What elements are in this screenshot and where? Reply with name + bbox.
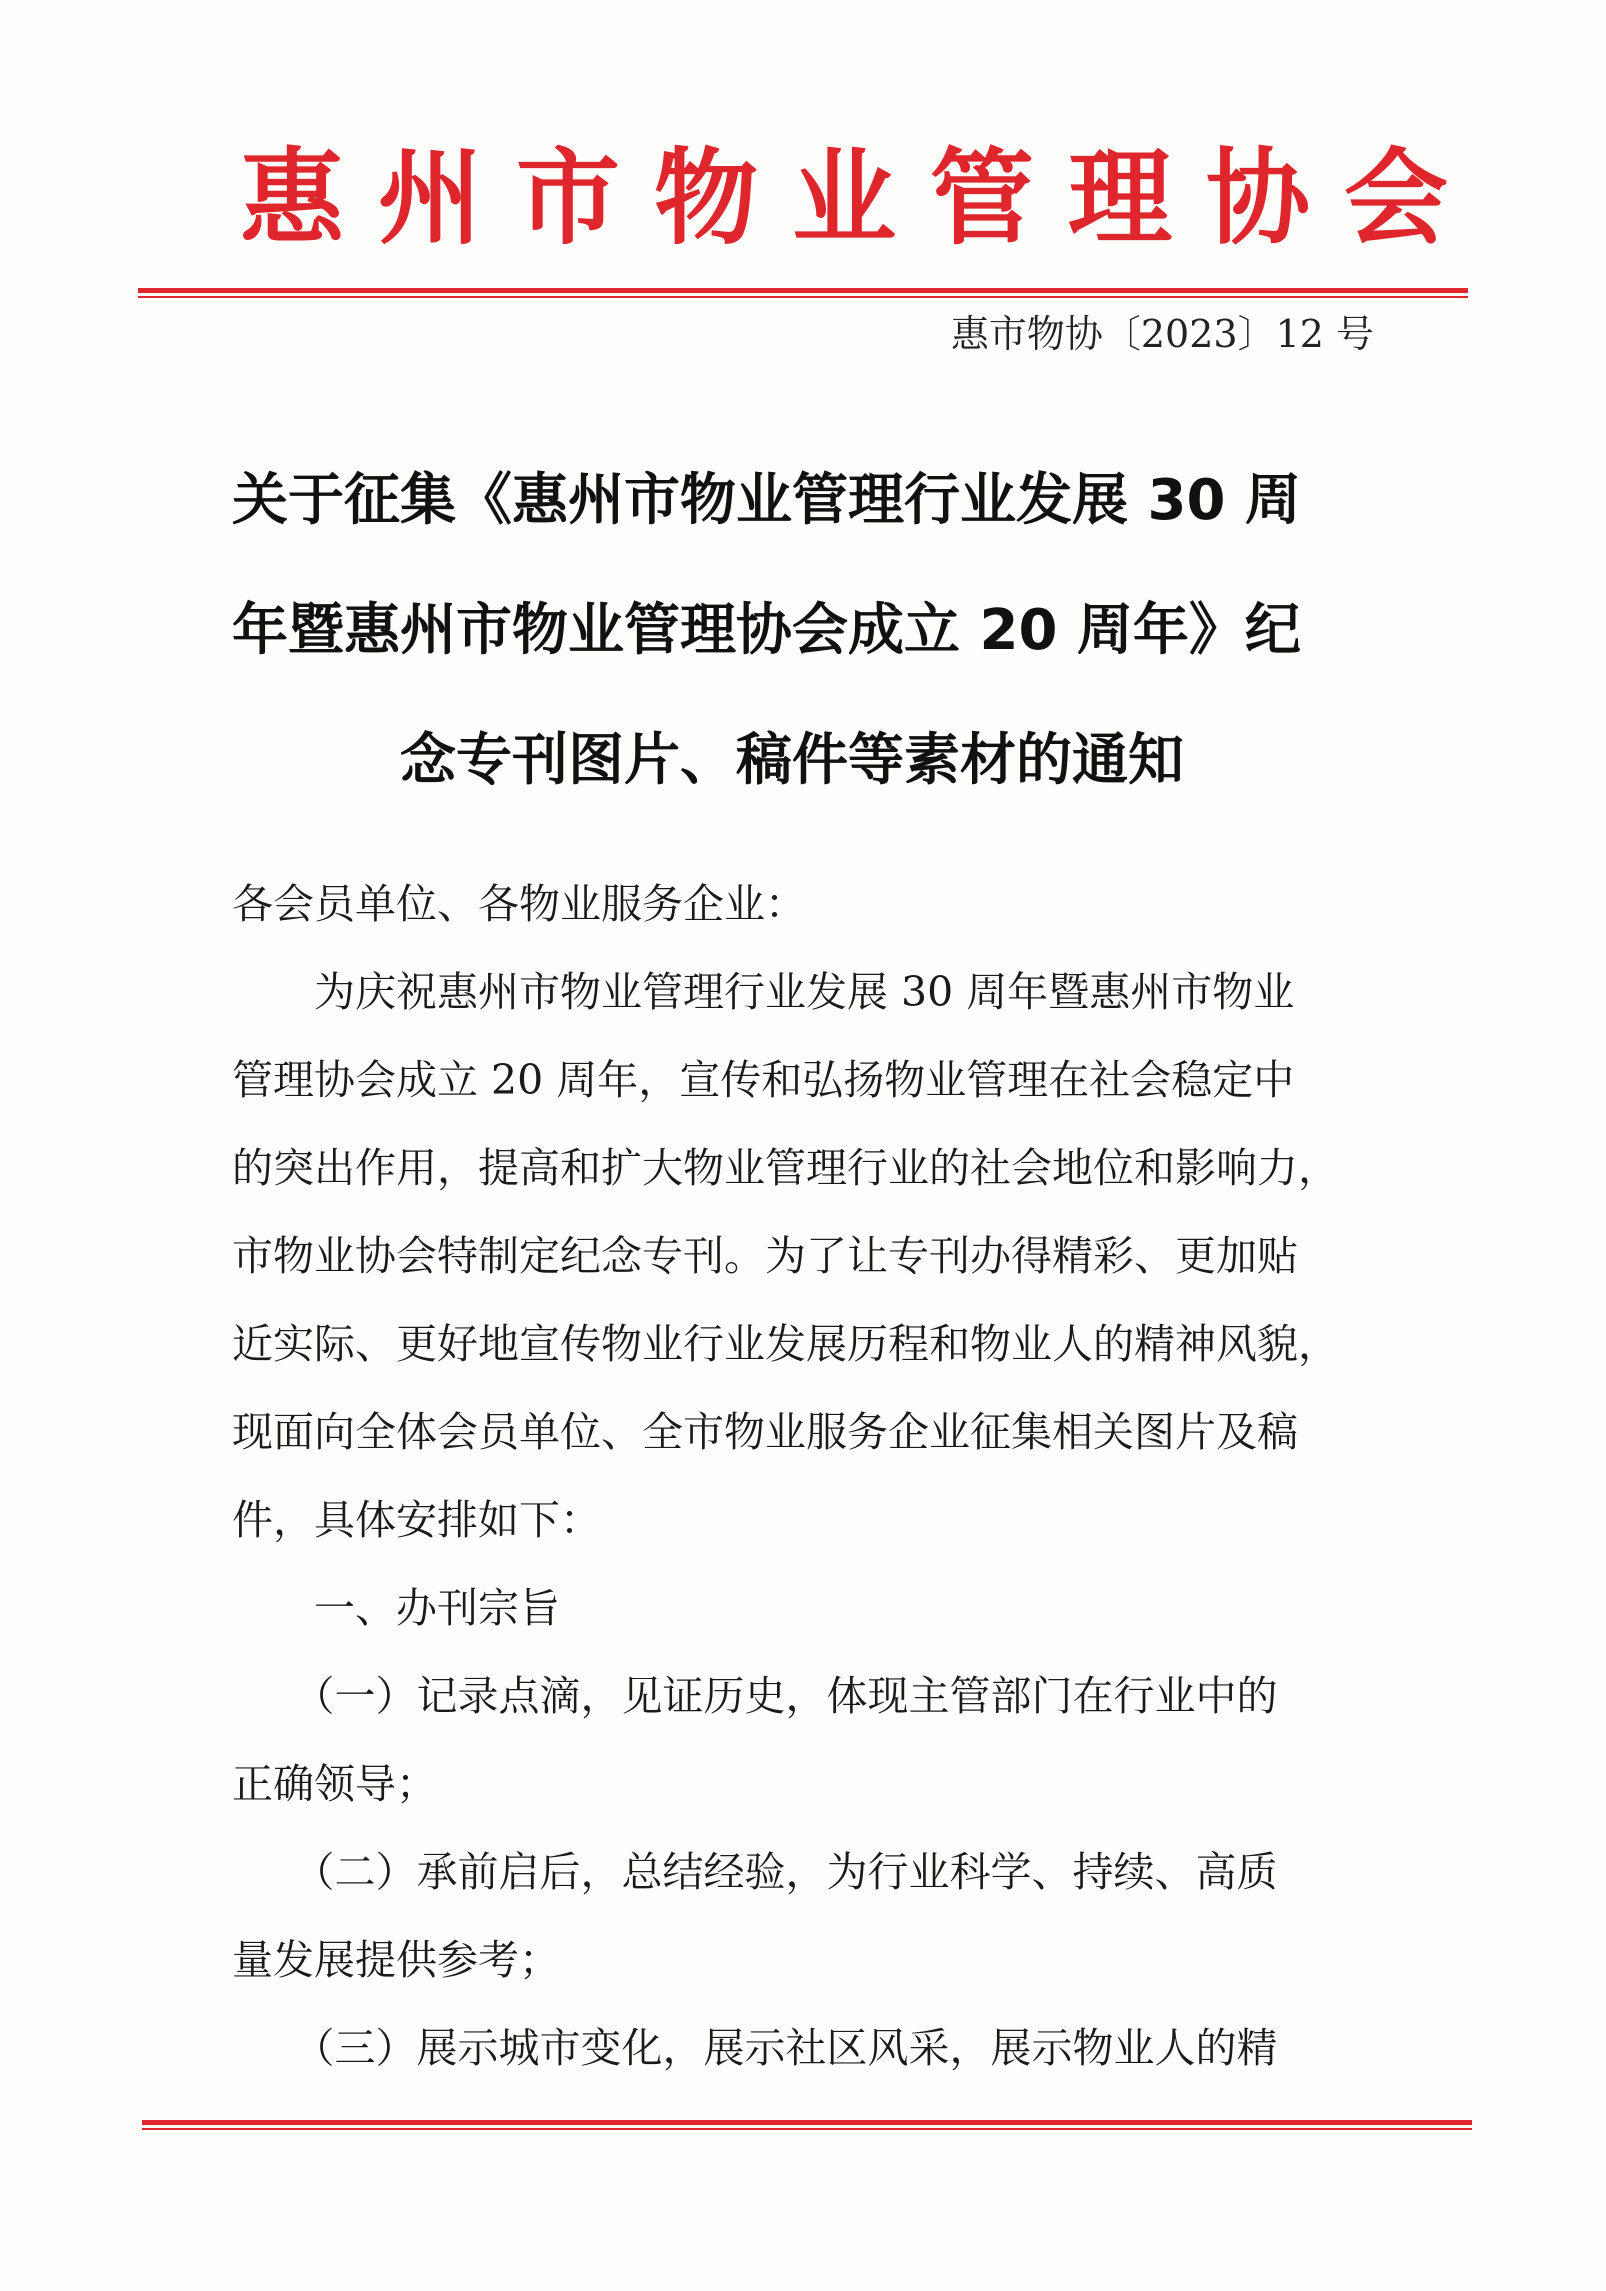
title-line: 念专刊图片、稿件等素材的通知: [400, 728, 1184, 793]
body-line: 正确领导；: [232, 1760, 437, 1808]
body-line: 管理协会成立 20 周年，宣传和弘扬物业管理在社会稳定中: [232, 1056, 1295, 1104]
document-body: [232, 860, 1382, 2092]
body-line: 件，具体安排如下：: [232, 1496, 601, 1544]
salutation: 各会员单位、各物业服务企业：: [232, 880, 806, 928]
body-line: （一）记录点滴，见证历史，体现主管部门在行业中的: [232, 1672, 1278, 1720]
document-title: [232, 436, 1382, 826]
body-line: 的突出作用，提高和扩大物业管理行业的社会地位和影响力，: [232, 1144, 1339, 1192]
body-line: 量发展提供参考；: [232, 1936, 560, 1984]
footer-red-rule: [142, 2120, 1472, 2130]
body-line: 为庆祝惠州市物业管理行业发展 30 周年暨惠州市物业: [232, 968, 1295, 1016]
body-line: （三）展示城市变化，展示社区风采，展示物业人的精: [232, 2024, 1278, 2072]
body-line: 近实际、更好地宣传物业行业发展历程和物业人的精神风貌，: [232, 1320, 1339, 1368]
header-red-rule: [138, 288, 1468, 298]
title-line: 关于征集《惠州市物业管理行业发展 30 周: [232, 468, 1301, 533]
section-heading: 一、办刊宗旨: [232, 1584, 560, 1632]
body-line: 市物业协会特制定纪念专刊。为了让专刊办得精彩、更加贴: [232, 1232, 1298, 1280]
body-line: 现面向全体会员单位、全市物业服务企业征集相关图片及稿: [232, 1408, 1298, 1456]
body-line: （二）承前启后，总结经验，为行业科学、持续、高质: [232, 1848, 1278, 1896]
organization-name-header: 惠州市物业管理协会: [240, 136, 1483, 259]
document-number: 惠市物协〔2023〕12 号: [950, 312, 1374, 356]
title-line: 年暨惠州市物业管理协会成立 20 周年》纪: [232, 598, 1301, 663]
